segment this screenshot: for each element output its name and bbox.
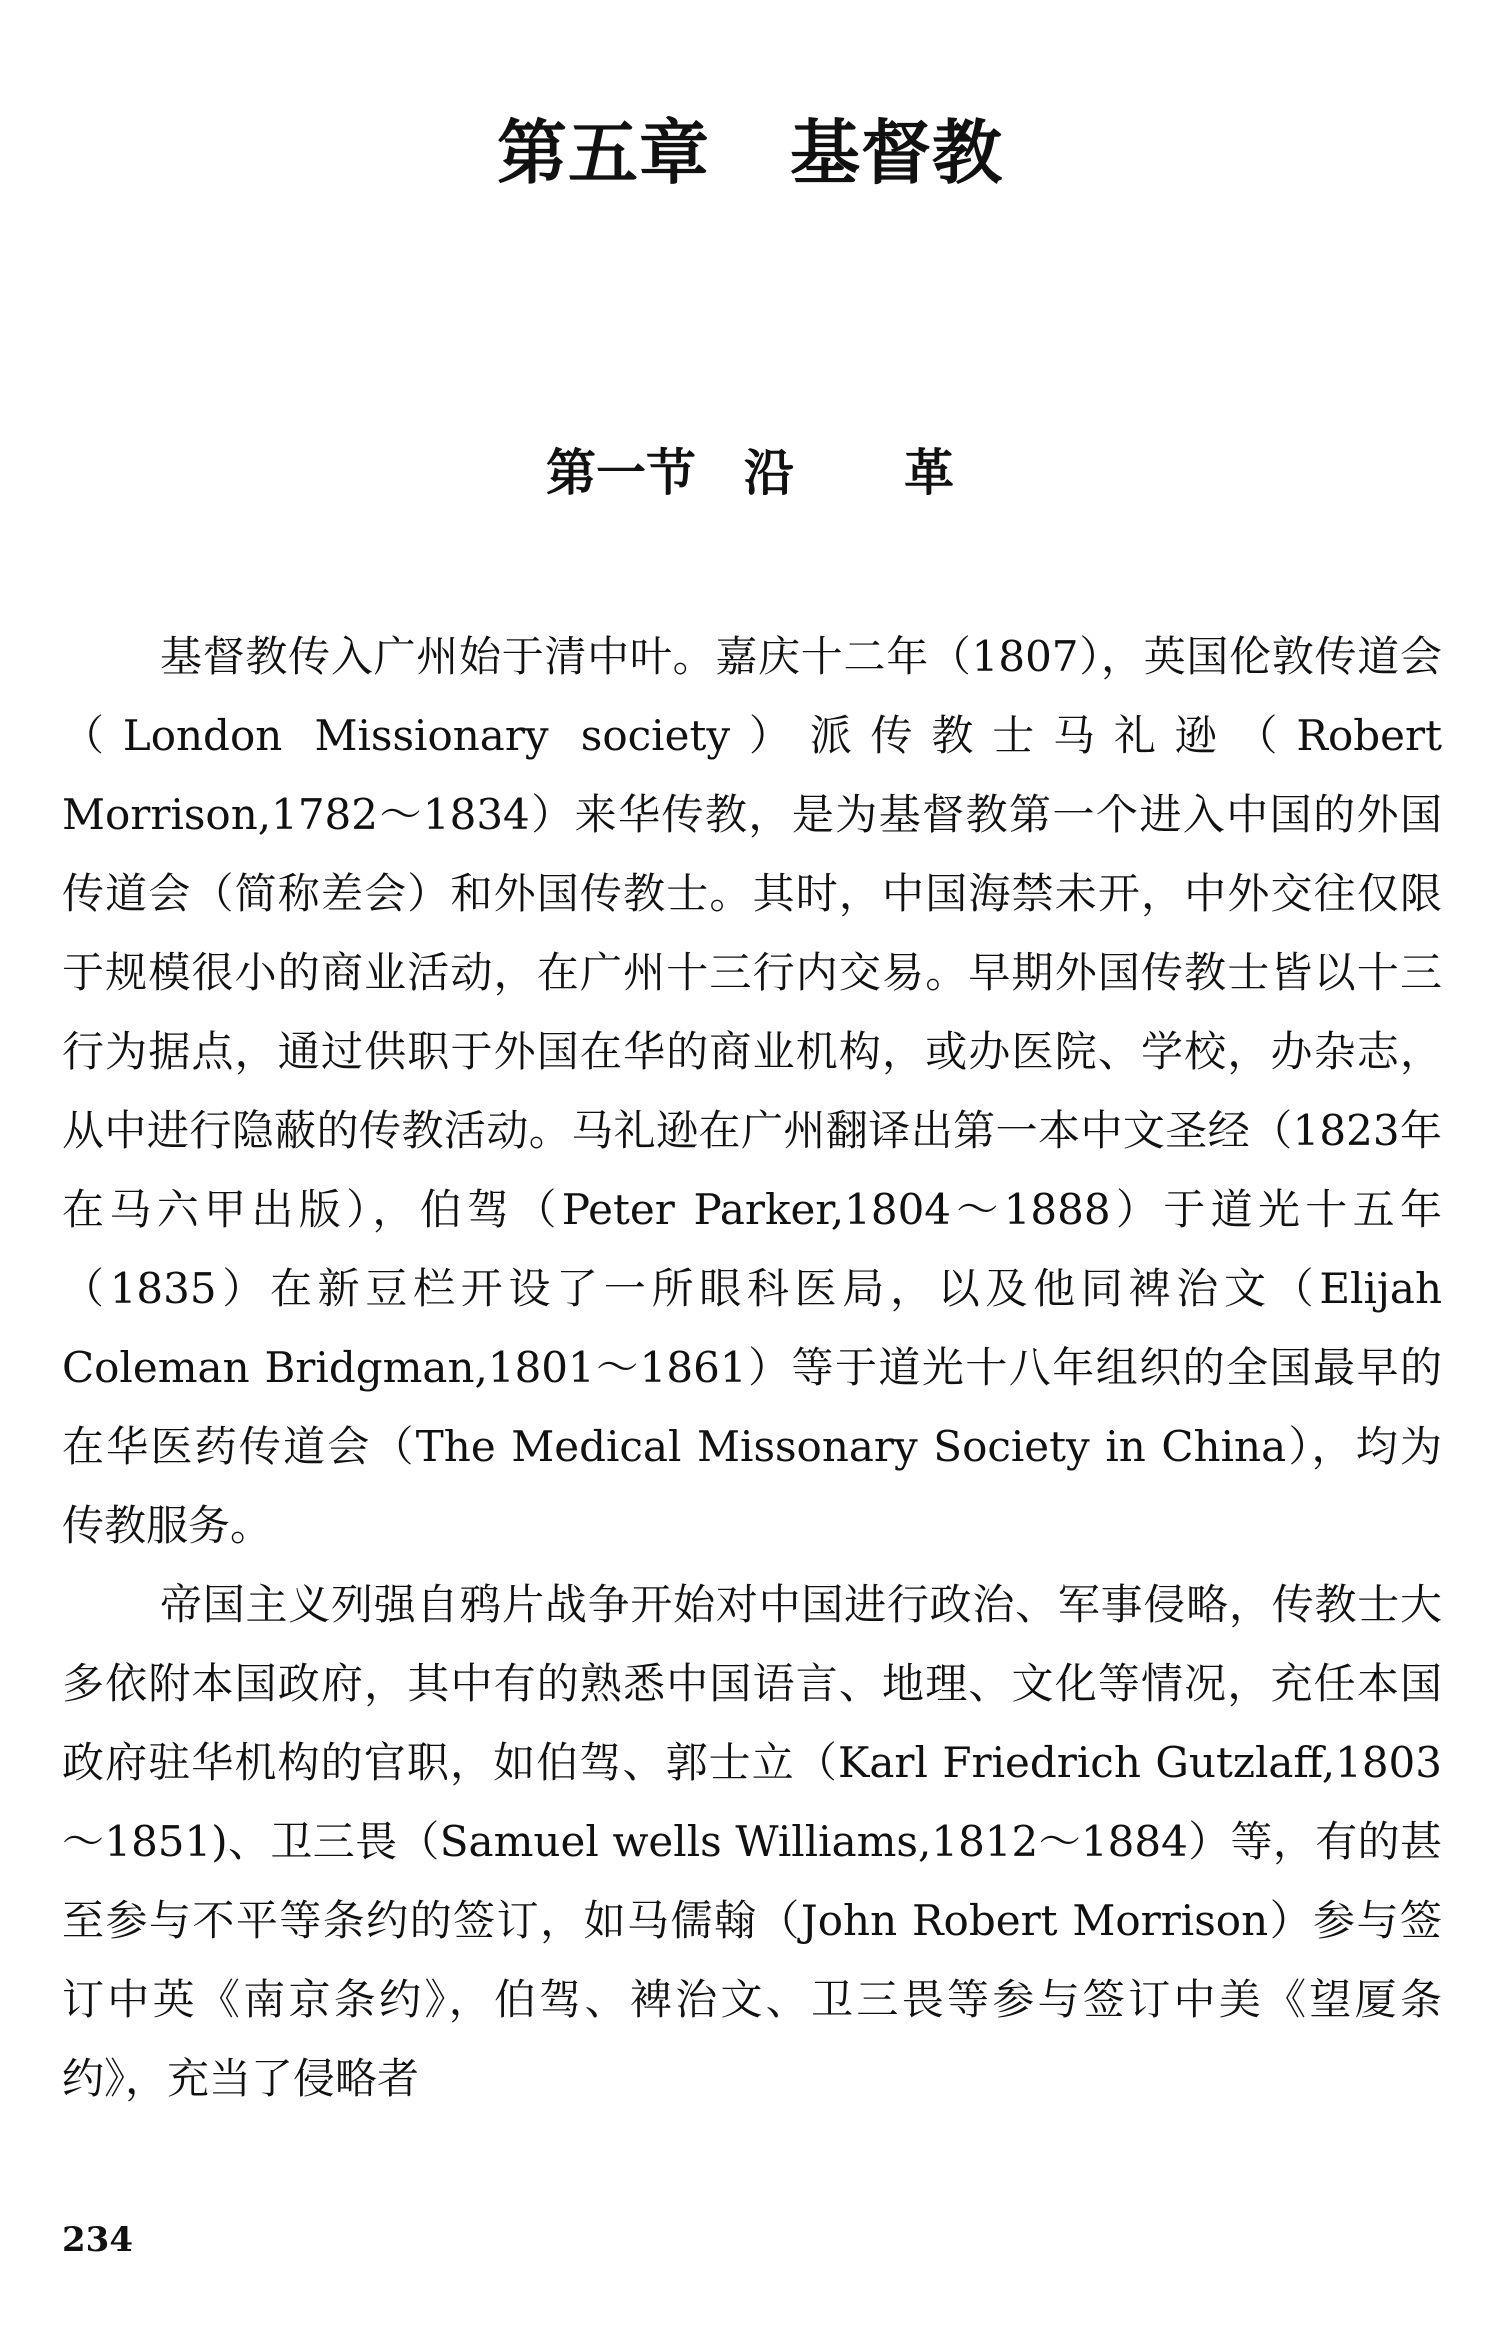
paragraph-history-intro: 基督教传入广州始于清中叶。嘉庆十二年（1807），英国伦敦传道会（London Missionary society）派传教士马礼逊（Robert Morrison,1782～1834）来华传教，是为基督教第一个进入中国的外国传道会（简称差会）和外国传教士。其时，中国海禁未开，中外交往仅限于规模很小的商业活动，在广州十三行内交易。早期外国传教士皆以十三行为据点，通过供职于外国在华的商业机构，或办医院、学校，办杂志，从中进行隐蔽的传教活动。马礼逊在广州翻译出第一本中文圣经（1823年在马六甲出版），伯驾（Peter Parker,1804～1888）于道光十五年（1835）在新豆栏开设了一所眼科医局，以及他同裨治文（Elijah Coleman Bridgman,1801～1861）等于道光十八年组织的全国最早的在华医药传道会（The Medical Missonary Society in China），均为传教服务。 bbox=[62, 632, 1442, 1550]
chapter-number: 第五章 bbox=[497, 112, 710, 194]
section-name: 沿革 bbox=[744, 444, 1064, 502]
section-number: 第一节 bbox=[546, 444, 696, 502]
paragraph-imperialism: 帝国主义列强自鸦片战争开始对中国进行政治、军事侵略，传教士大多依附本国政府，其中有的熟悉中国语言、地理、文化等情况，充任本国政府驻华机构的官职，如伯驾、郭士立（Karl Friedrich Gutzlaff,1803～1851)、卫三畏（Samuel wells Williams,1812～1884）等，有的甚至参与不平等条约的签订，如马儒翰（John Robert Morrison）参与签订中英《南京条约》，伯驾、裨治文、卫三畏等参与签订中美《望厦条约》，充当了侵略者 bbox=[62, 1580, 1442, 2103]
chapter-title bbox=[0, 108, 1500, 198]
page-number: 234 bbox=[62, 2220, 133, 2260]
chapter-name: 基督教 bbox=[790, 112, 1003, 194]
section-title bbox=[0, 438, 1500, 508]
body-text bbox=[62, 617, 1442, 2118]
